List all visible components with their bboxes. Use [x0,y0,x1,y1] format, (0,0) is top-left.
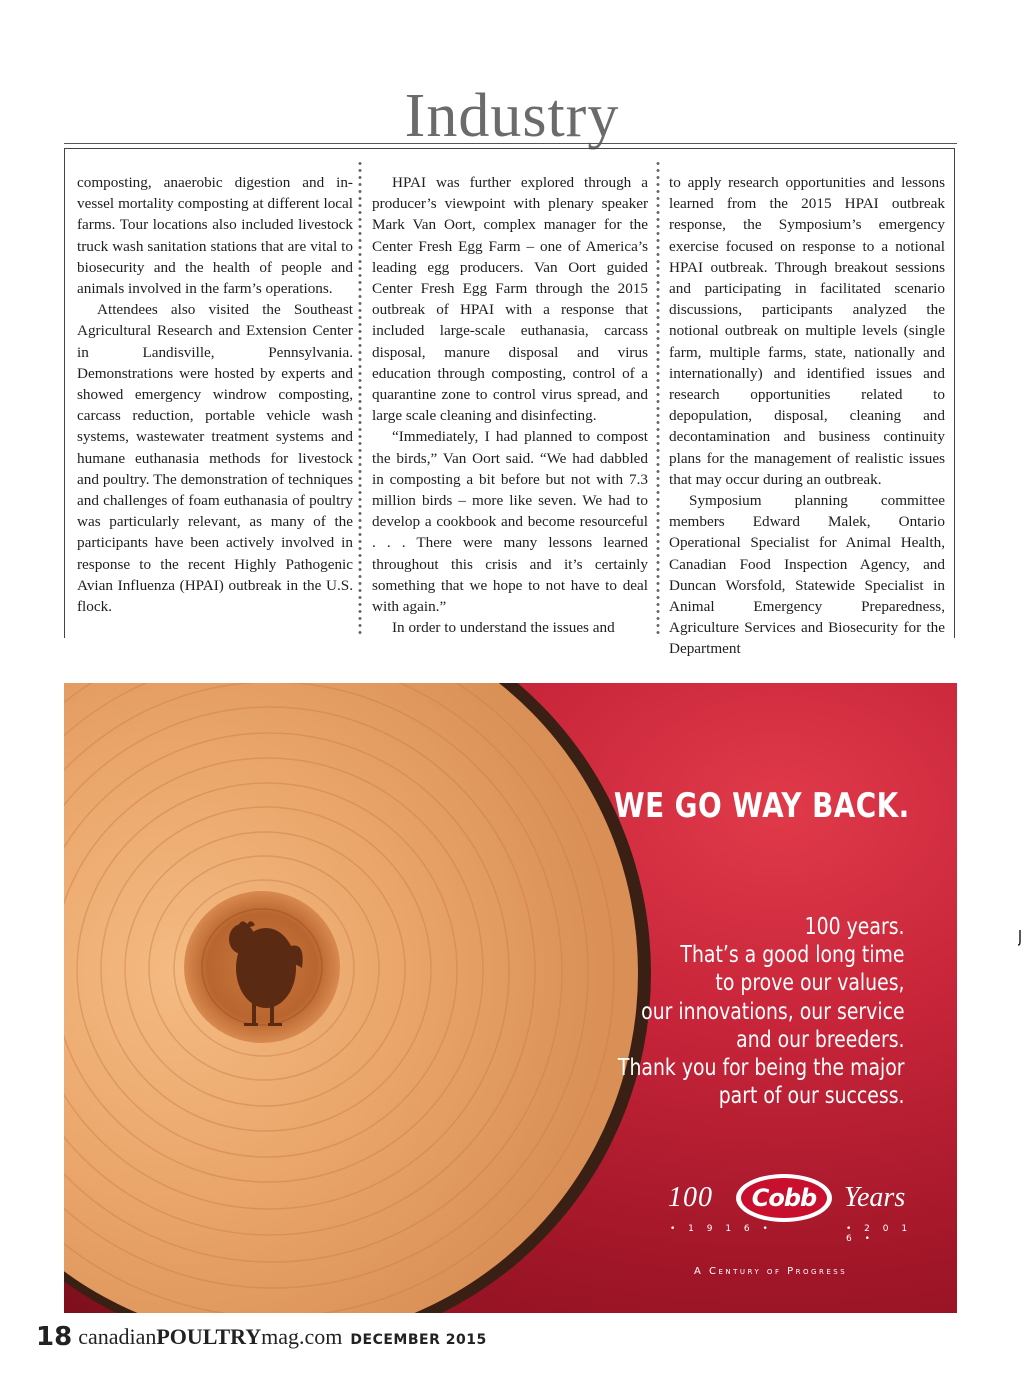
ad-line: That’s a good long time [680,942,905,969]
article-column-1 [77,172,353,617]
logo-years-text: Years [844,1182,906,1213]
paragraph: In order to understand the issues and [392,619,615,637]
paragraph: Attendees also visited the Southeast Agricultural Research and Extension Center in Landisville, Pennsylvania. Demonstrations were hosted by experts and showed emergency windrow composting, carcass reduction, portable vehicle wash systems, wastewater treatment systems and humane euthanasia methods for livestock and poultry. The demonstration of techniques and challenges of foam euthanasia of poultry was particularly relevant, as many of the participants have been actively involved in response to the recent Highly Pathogenic Avian Influenza (HPAI) outbreak in the U.S. flock. [77,301,353,616]
ad-tagline: A Century of Progress [694,1266,848,1277]
site-prefix: canadian [78,1324,157,1349]
ad-headline: WE GO WAY BACK. [614,786,910,826]
article-column-3 [669,172,945,660]
site-bold: POULTRY [156,1324,262,1349]
header-rule [64,143,957,144]
column-divider [656,160,660,638]
article-column-2 [372,172,648,638]
cobb-100-years-logo [664,1170,914,1244]
ad-line: 100 years. [805,914,905,940]
ad-line: part of our success. [719,1083,905,1110]
edge-mark [1018,930,1022,946]
logo-end-year: • 2 0 1 6 • [846,1224,913,1244]
section-title: Industry [404,82,620,150]
cobb-advertisement [64,683,957,1313]
page-number: 18 [36,1322,73,1352]
paragraph: Symposium planning committee members Edward Malek, Ontario Operational Specialist for Animal Health, Canadian Food Inspection Agency, and Duncan Worsfold, Statewide Specialist in Animal Emergency Preparedness, Agriculture Services and Biosecurity for the Department [669,492,945,658]
paragraph: HPAI was further explored through a producer’s viewpoint with plenary speaker Mark Van Oort, complex manager for the Center Fresh Egg Farm – one of America’s leading egg producers. Van Oort guided Center Fresh Egg Farm through the 2015 outbreak of HPAI with a response that included large-scale euthanasia, carcass disposal, manure disposal and virus education through composting, control of a quarantine zone to control virus spread, and large scale cleaning and disinfecting. [372,174,648,425]
ad-line: and our breeders. [736,1026,905,1053]
magazine-site [78,1324,342,1349]
paragraph: composting, anaerobic digestion and in-vessel mortality composting at different local farms. Tour locations also included livestock truck wash sanitation stations that are vital to biosecurity and the health of people and animals involved in the farm’s operations. [77,174,353,298]
issue-date: DECEMBER 2015 [350,1332,487,1348]
page-footer [36,1322,487,1352]
paragraph: to apply research opportunities and lessons learned from the 2015 HPAI outbreak response, the Symposium’s emergency exercise focused on response to a notional HPAI outbreak. Through breakout sessions and participating in facilitated scenario discussions, participants analyzed the notional outbreak on multiple levels (single farm, multiple farms, state, nationally and internationally) and identified issues and research opportunities related to depopulation, disposal, cleaning and decontamination and business continuity plans for the management of realistic issues that may occur during an outbreak. [669,174,945,488]
ad-line: to prove our values, [715,970,905,997]
column-divider [358,160,362,638]
ad-line: Thank you for being the major [618,1055,905,1082]
paragraph: “Immediately, I had planned to compost the birds,” Van Oort said. “We had dabbled in composting a bit before but not with 7.3 million birds – more like seven. We had to develop a cookbook and become resourceful . . . There were many lessons learned throughout this crisis and it’s certainly something that we hope to not have to deal with again.” [372,428,648,616]
site-suffix: mag.com [261,1324,343,1349]
logo-start-year: • 1 9 1 6 • [670,1224,773,1234]
ad-line: our innovations, our service [641,998,905,1025]
ad-body-copy [618,913,905,1110]
cobb-brand: Cobb [741,1178,827,1218]
logo-100-text: 100 [668,1182,713,1213]
